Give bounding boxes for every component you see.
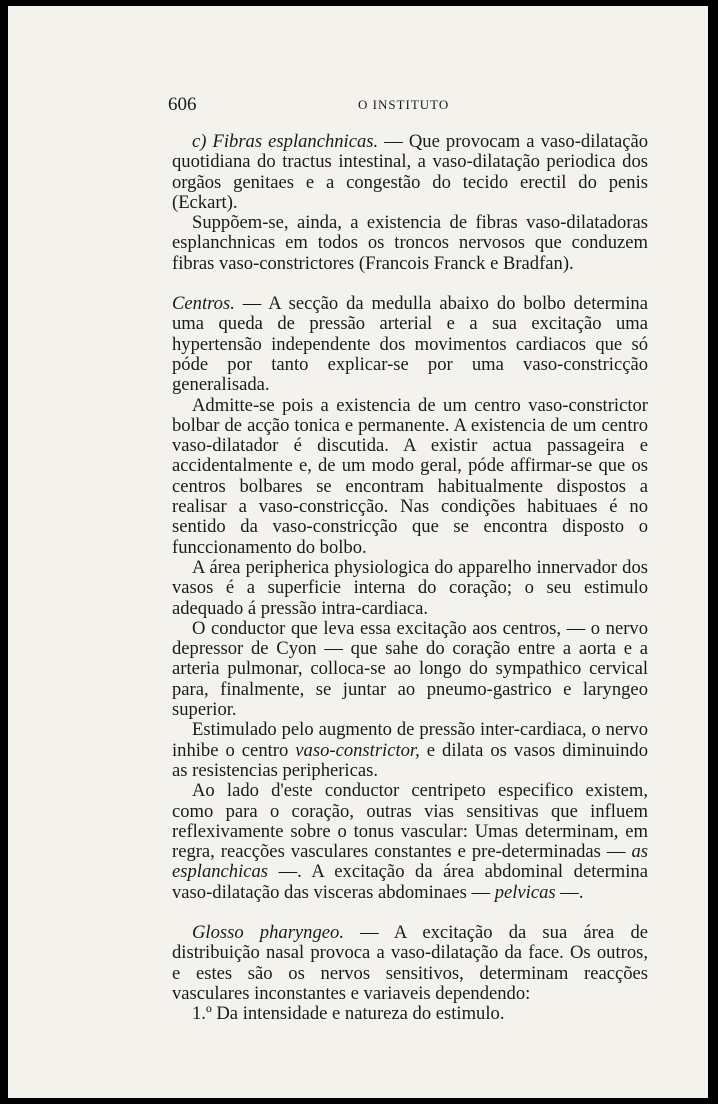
paragraph-fibras-esplanchnicas: c) Fibras esplanchnicas. — Que provocam a vaso-dilatação quotidiana do tractus intestinal, a vaso-dilatação periodica dos orgãos genitaes e a congestão do tecido erectil do penis (Eckart).: [172, 131, 649, 213]
paragraph-centros: Centros. — A secção da medulla abaixo do bolbo determina uma queda de pressão arterial e a sua excitação uma hypertensão independente dos movimentos cardiacos que só póde por tanto explicar-se por uma vaso-constricção generalisada.: [172, 293, 648, 396]
paragraph: Ao lado d'este conductor centripeto especifico existem, como para o coração, outras vias sensitivas que influem reflexivamente sobre o tonus vascular: Umas determinam, em regra, reacções vasculares constantes e pre-determinadas — as esplanchicas —. A excitação da área abdominal determina vaso-dilatação das visceras abdominaes — pelvicas —.: [172, 780, 648, 903]
running-title: O INSTITUTO: [358, 97, 450, 112]
book-page: [8, 6, 708, 1098]
list-number: 1.º: [192, 1003, 212, 1025]
page-body: [172, 132, 648, 1024]
paragraph: Admitte-se pois a existencia de um centro vaso-constrictor bolbar de acção tonica e permanente. A existencia de um centro vaso-dilatador é discutida. A existir actua passageira e accidentalmente e, de um modo geral, póde affirmar-se que os centros bolbares se encontram habitualmente dispostos a realisar a vaso-constricção. Nas condições habituaes é no sentido da vaso-constricção que se encontra disposto o funccionamento do bolbo.: [172, 394, 648, 558]
page-number: 606: [168, 94, 197, 115]
list-item: 1.º Da intensidade e natureza do estimulo.: [192, 1003, 505, 1025]
section-label: Glosso pharyngeo.: [192, 921, 344, 943]
paragraph: Estimulado pelo augmento de pressão inter-cardiaca, o nervo inhibe o centro vaso-constrictor, e dilata os vasos diminuindo as resistencias periphericas.: [172, 719, 648, 781]
paragraph: A área peripherica physiologica do apparelho innervador dos vasos é a superficie interna do coração; o seu estimulo adequado á pressão intra-cardiaca.: [172, 556, 648, 619]
section-label: c) Fibras esplanchnicas.: [192, 131, 379, 152]
paragraph: Suppõem-se, ainda, a existencia de fibras vaso-dilatadoras esplanchnicas em todos os troncos nervosos que conduzem fibras vaso-constrictores (Francois Franck e Bradfan).: [172, 212, 648, 274]
paragraph: O conductor que leva essa excitação aos centros, — o nervo depressor de Cyon — que sahe do coração entre a aorta e a arteria pulmonar, colloca-se ao longo do sympathico cervical para, finalmente, se juntar ao pneumo-gastrico e laryngeo superior.: [172, 617, 648, 721]
section-label: Centros.: [172, 293, 235, 315]
paragraph-glosso-pharyngeo: Glosso pharyngeo. — A excitação da sua área de distribuição nasal provoca a vaso-dilatação da face. Os outros, e estes são os nervos sensitivos, determinam reacções vasculares inconstantes e variaveis dependendo:: [172, 921, 648, 1004]
